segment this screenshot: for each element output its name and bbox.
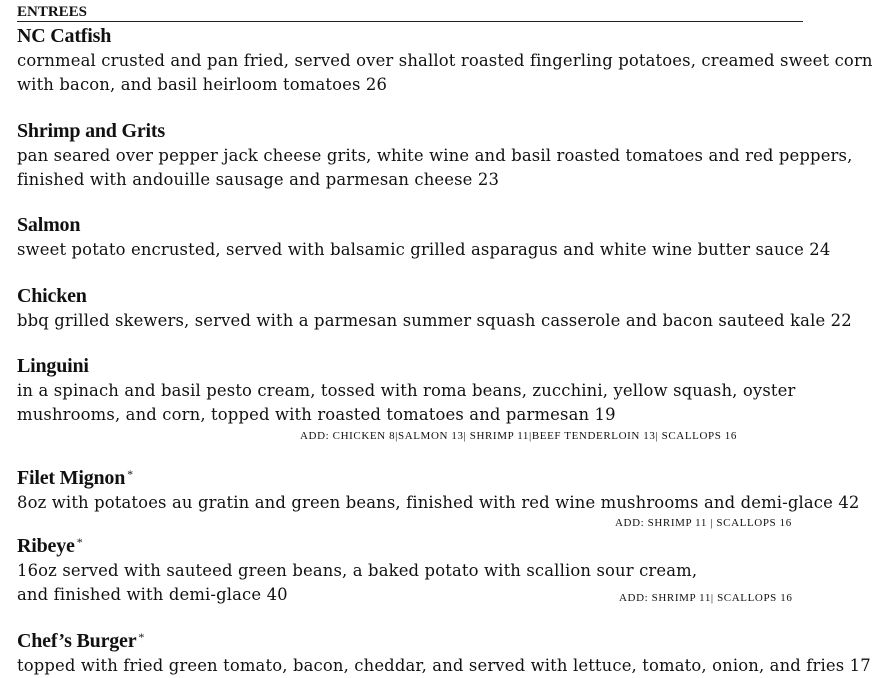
menu-item-name: Ribeye * [17, 535, 83, 557]
menu-item-name: Linguini [17, 355, 89, 377]
menu-item-salmon [17, 214, 862, 262]
description-line: cornmeal crusted and pan fried, served over shallot roasted fingerling potatoes, creamed sweet corn [17, 51, 873, 70]
menu-item-description [17, 379, 862, 427]
menu-item-name: Filet Mignon * [17, 467, 133, 489]
menu-item-name: Chicken [17, 285, 87, 307]
description-line: finished with andouille sausage and parmesan cheese 23 [17, 170, 500, 189]
description-line: in a spinach and basil pesto cream, tossed with roma beans, zucchini, yellow squash, oyster [17, 381, 796, 400]
menu-item-description [17, 309, 862, 333]
description-line: 8oz with potatoes au gratin and green beans, finished with red wine mushrooms and demi-glace 42 [17, 493, 860, 512]
description-line: with bacon, and basil heirloom tomatoes 26 [17, 75, 388, 94]
menu-item-linguini [17, 355, 862, 427]
menu-item-description [17, 49, 873, 97]
description-line: sweet potato encrusted, served with balsamic grilled asparagus and white wine butter sauce 24 [17, 240, 831, 259]
menu-item-description [17, 491, 862, 515]
description-line: topped with fried green tomato, bacon, cheddar, and served with lettuce, tomato, onion, and fries 17 [17, 656, 871, 675]
menu-item-name: NC Catfish [17, 25, 112, 47]
menu-item-name: Salmon [17, 214, 81, 236]
menu-item-description [17, 144, 862, 192]
raw-warning-asterisk: * [127, 467, 133, 481]
menu-item-chicken [17, 285, 862, 333]
menu-item-name: Shrimp and Grits [17, 120, 165, 142]
raw-warning-asterisk: * [138, 630, 145, 644]
menu-item-description [17, 654, 871, 678]
menu-item-chefs-burger [17, 630, 871, 678]
description-line: bbq grilled skewers, served with a parmesan summer squash casserole and bacon sauteed kale 22 [17, 311, 852, 330]
section-title: ENTREES [17, 4, 88, 20]
linguini-addons: ADD: CHICKEN 8|SALMON 13| SHRIMP 11|BEEF TENDERLOIN 13| SCALLOPS 16 [300, 430, 737, 442]
raw-warning-asterisk: * [76, 535, 83, 549]
filet-mignon-addons: ADD: SHRIMP 11 | SCALLOPS 16 [615, 517, 792, 529]
section-header [17, 4, 803, 22]
menu-item-description [17, 238, 862, 262]
ribeye-addons: ADD: SHRIMP 11| SCALLOPS 16 [619, 592, 793, 604]
menu-item-nc-catfish [17, 25, 873, 97]
menu-item-shrimp-and-grits [17, 120, 862, 192]
description-line: 16oz served with sauteed green beans, a baked potato with scallion sour cream, [17, 561, 698, 580]
description-line: mushrooms, and corn, topped with roasted tomatoes and parmesan 19 [17, 405, 616, 424]
menu-item-name: Chef’s Burger * [17, 630, 145, 652]
description-line: and finished with demi-glace 40 [17, 585, 288, 604]
menu-item-filet-mignon [17, 467, 862, 515]
description-line: pan seared over pepper jack cheese grits, white wine and basil roasted tomatoes and red peppers, [17, 146, 853, 165]
